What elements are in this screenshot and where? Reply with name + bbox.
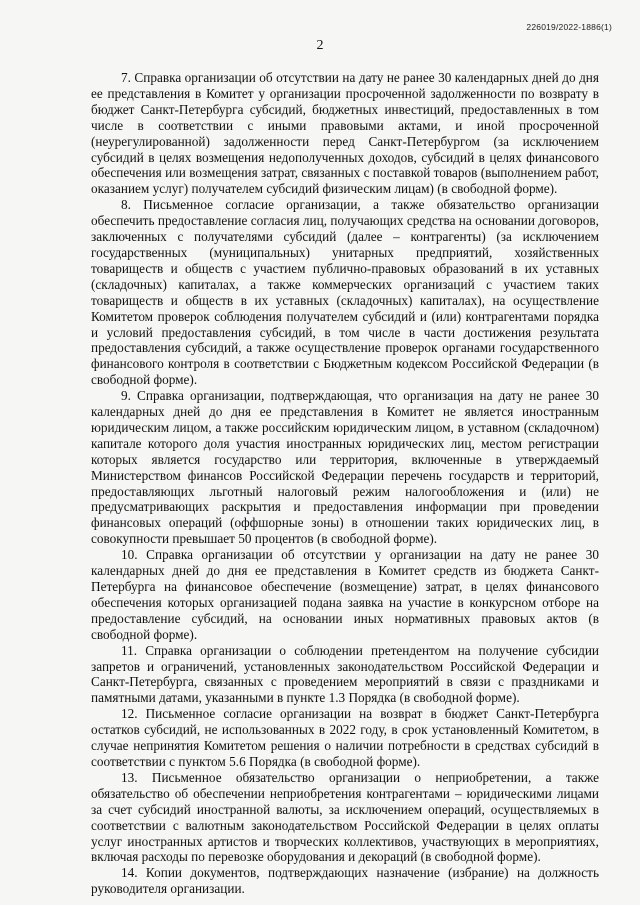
document-id: 226019/2022-1886(1) xyxy=(526,22,612,32)
paragraph-9: 9. Справка организации, подтверждающая, что организация на дату не ранее 30 календарных дней до дня ее представления в Комитет не является иностранным юридическим лицом, а также российским юридическим лицом, в уставном (складочном) капитале которого доля участия иностранных юридических лиц, местом регистрации которых является государство или территория, включенные в утверждаемый Министерством финансов Российской Федерации перечень государств и территорий, предоставляющих льготный налоговый режим налогообложения и (или) не предусматривающих раскрытия и предоставления информации при проведении финансовых операций (оффшорные зоны) в отношении таких юридических лиц, в совокупности превышает 50 процентов (в свободной форме). xyxy=(91,388,599,547)
paragraph-7: 7. Справка организации об отсутствии на дату не ранее 30 календарных дней до дня ее представления в Комитет у организации просроченной задолженности по возврату в бюджет Санкт-Петербурга субсидий, бюджетных инвестиций, предоставленных в том числе в соответствии с иными правовыми актами, и иной просроченной (неурегулированной) задолженности перед Санкт-Петербургом (за исключением субсидий в целях возмещения недополученных доходов, субсидий в целях финансового обеспечения или возмещения затрат, связанных с поставкой товаров (выполнением работ, оказанием услуг) получателем субсидий физическим лицам) (в свободной форме). xyxy=(91,70,599,197)
paragraph-12: 12. Письменное согласие организации на возврат в бюджет Санкт-Петербурга остатков субсидий, не использованных в 2022 году, в срок установленный Комитетом, в случае непринятия Комитетом решения о наличии потребности в средствах субсидий в соответствии с пунктом 5.6 Порядка (в свободной форме). xyxy=(91,706,599,769)
paragraph-10: 10. Справка организации об отсутствии у организации на дату не ранее 30 календарных дней до дня ее представления в Комитет средств из бюджета Санкт-Петербурга на финансовое обеспечение (возмещение) затрат, в целях финансового обеспечения которых организацией подана заявка на участие в конкурсном отборе на предоставление субсидий, на основании иных нормативных правовых актов (в свободной форме). xyxy=(91,547,599,642)
paragraph-14: 14. Копии документов, подтверждающих назначение (избрание) на должность руководителя организации. xyxy=(91,865,599,897)
paragraph-13: 13. Письменное обязательство организации о неприобретении, а также обязательство об обеспечении неприобретения контрагентами – юридическими лицами за счет субсидий иностранной валюты, за исключением операций, осуществляемых в соответствии с валютным законодательством Российской Федерации в целях оплаты услуг иностранных артистов и творческих коллективов, участвующих в мероприятиях, включая расходы по перевозке оборудования и декораций (в свободной форме). xyxy=(91,769,599,865)
paragraph-11: 11. Справка организации о соблюдении претендентом на получение субсидии запретов и ограничений, установленных законодательством Российской Федерации и Санкт-Петербурга, связанных с проведением мероприятий в связи с праздниками и памятными датами, указанными в пункте 1.3 Порядка (в свободной форме). xyxy=(91,642,599,706)
page-number: 2 xyxy=(316,38,324,53)
paragraph-8: 8. Письменное согласие организации, а также обязательство организации обеспечить предоставление согласия лиц, получающих средства на основании договоров, заключенных с получателями субсидий (далее – контрагенты) (за исключением государственных (муниципальных) унитарных предприятий, хозяйственных товариществ и обществ с участием публично-правовых образований в их уставных (складочных) капиталах, а также коммерческих организаций с участием таких товариществ и обществ в их уставных (складочных) капиталах), на осуществление Комитетом проверок соблюдения получателем субсидий и (или) контрагентами порядка и условий предоставления субсидий, в том числе в части достижения результата предоставления субсидий, а также осуществление проверок органами государственного финансового контроля в соответствии с Бюджетным кодексом Российской Федерации (в свободной форме). xyxy=(91,197,599,388)
document-body xyxy=(91,70,599,897)
